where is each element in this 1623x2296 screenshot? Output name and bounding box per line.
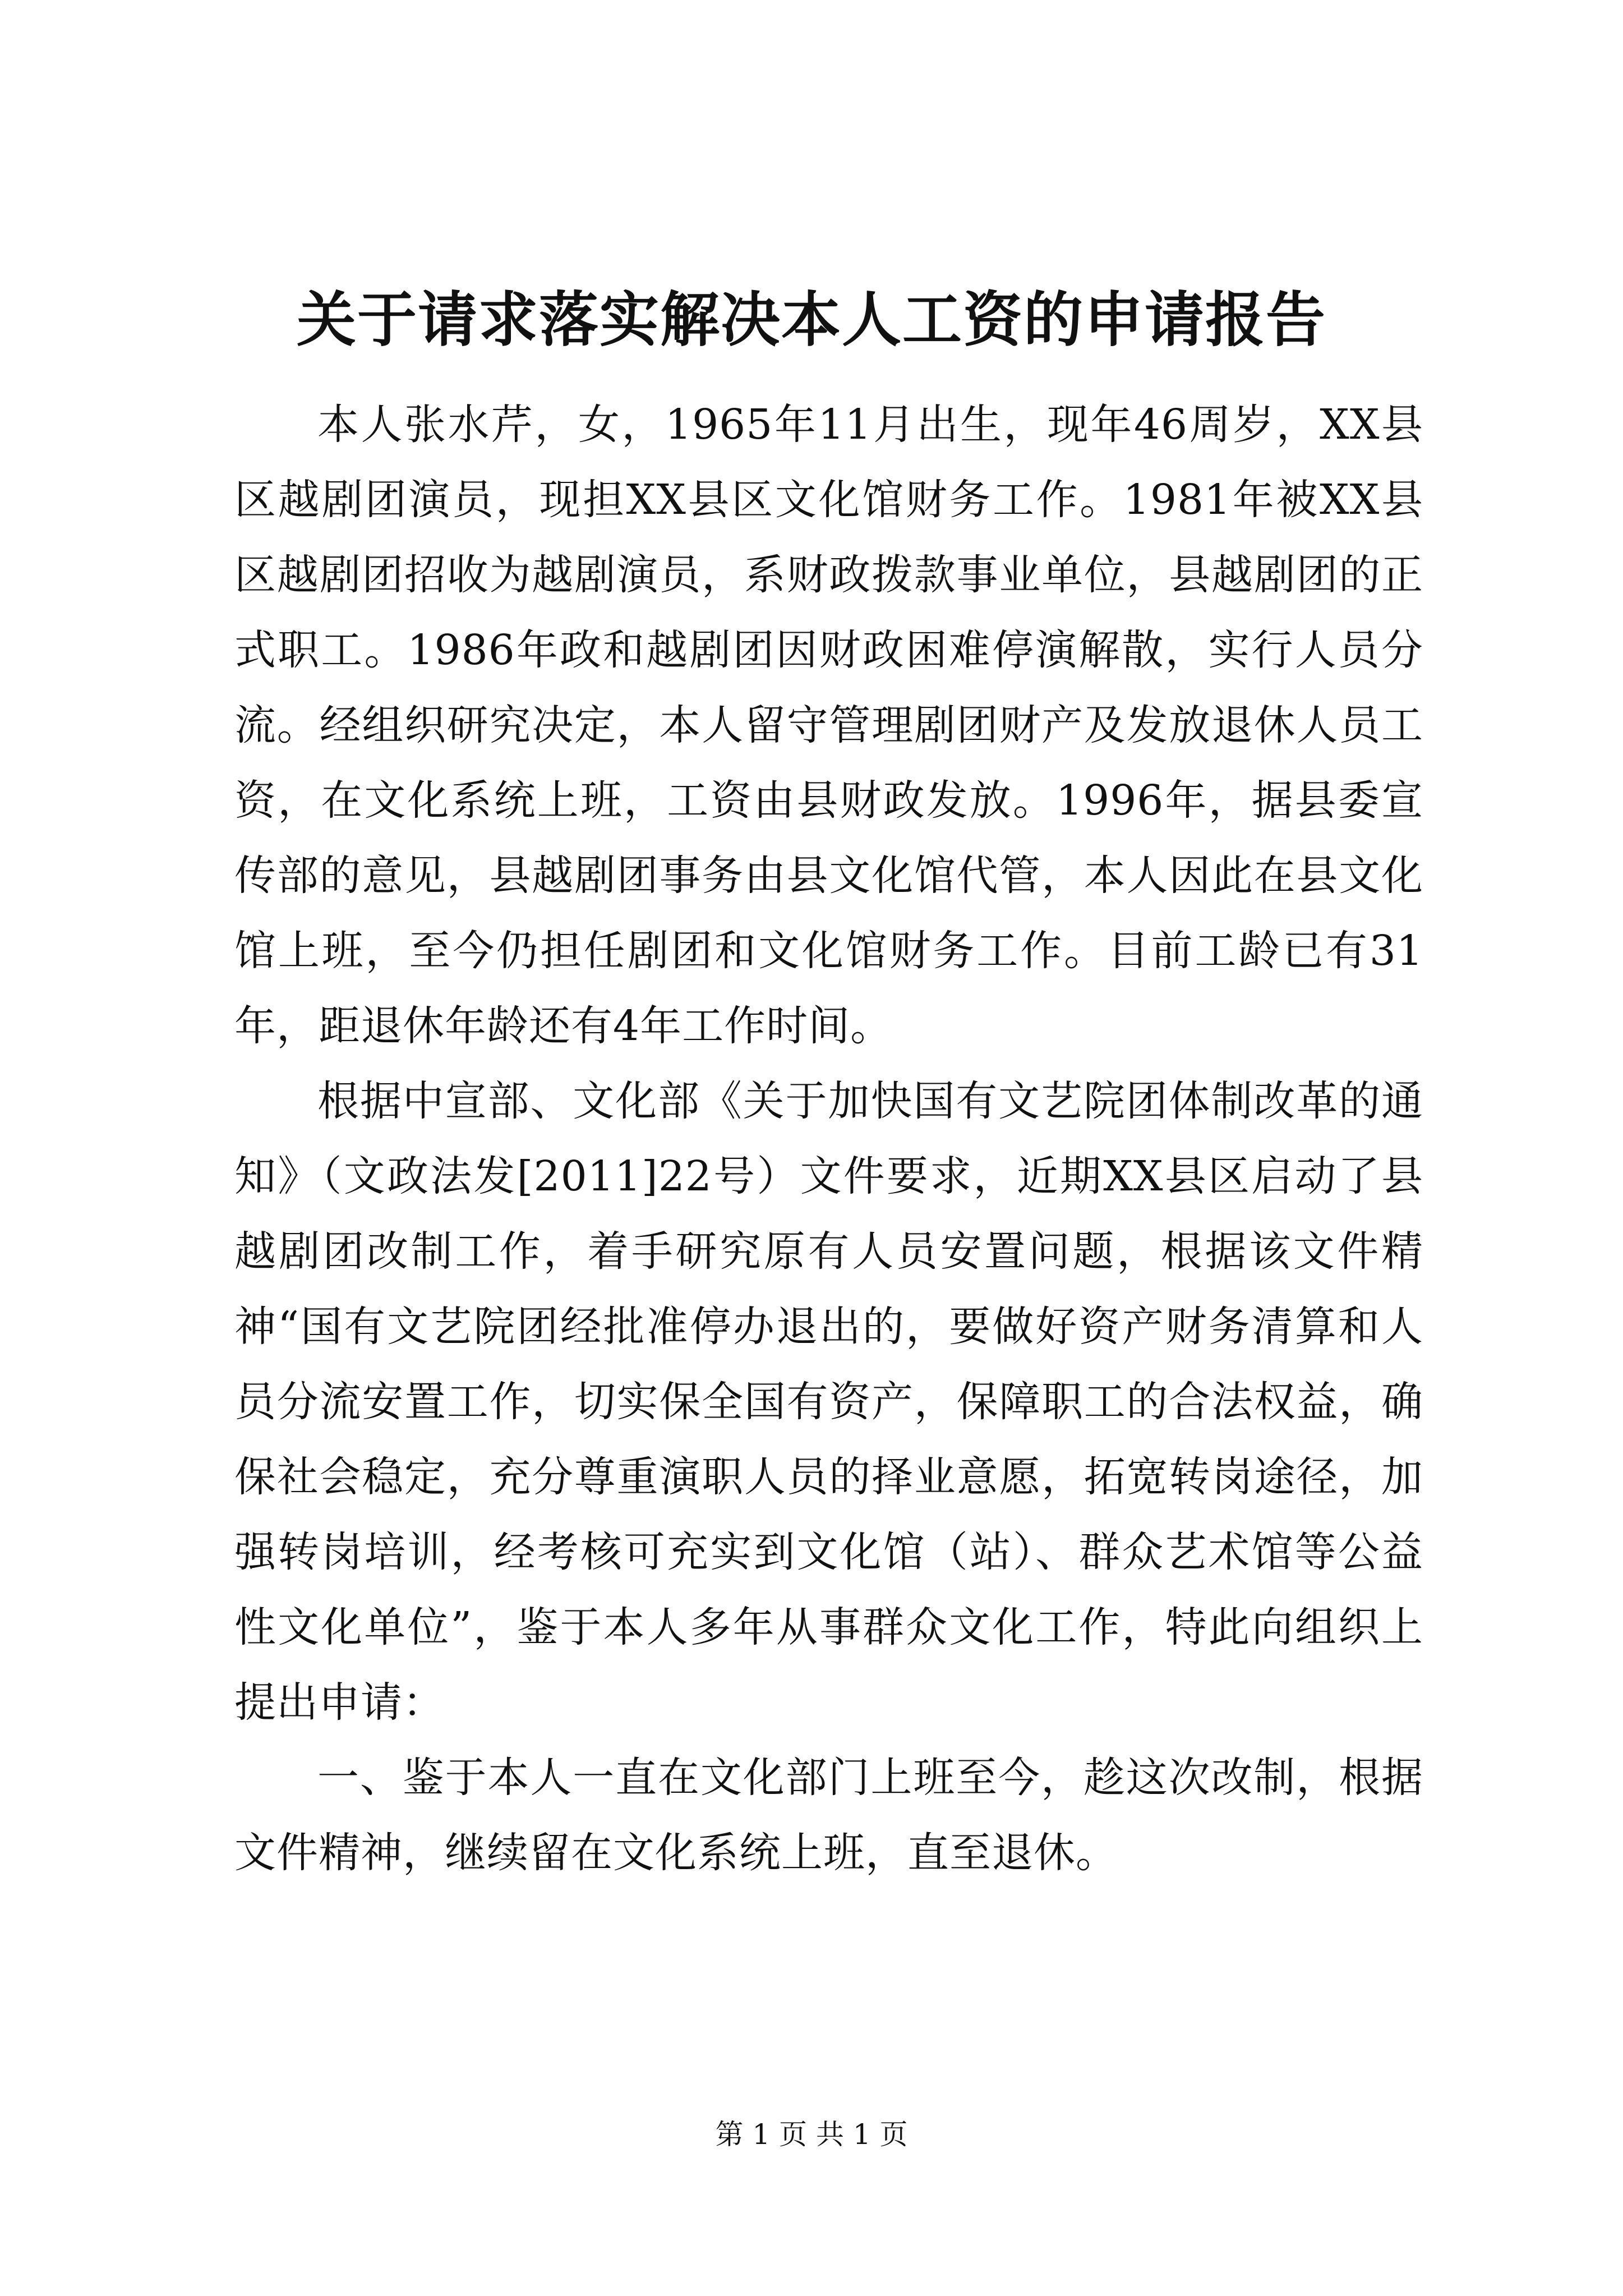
paragraph-1: 本人张水芹，女，1965年11月出生，现年46周岁，XX县区越剧团演员，现担XX县区文化馆财务工作。1981年被XX县区越剧团招收为越剧演员，系财政拨款事业单位，县越剧团的正式职工。1986年政和越剧团因财政困难停演解散，实行人员分流。经组织研究决定，本人留守管理剧团财产及发放退休人员工资，在文化系统上班，工资由县财政发放。1996年，据县委宣传部的意见，县越剧团事务由县文化馆代管，本人因此在县文化馆上班，至今仍担任剧团和文化馆财务工作。目前工龄已有31年，距退休年龄还有4年工作时间。 <box>234 401 1423 1050</box>
paragraph-2: 根据中宣部、文化部《关于加快国有文艺院团体制改革的通知》（文政法发[2011]22号）文件要求，近期XX县区启动了县越剧团改制工作，着手研究原有人员安置问题，根据该文件精神“国有文艺院团经批准停办退出的，要做好资产财务清算和人员分流安置工作，切实保全国有资产，保障职工的合法权益，确保社会稳定，充分尊重演职人员的择业意愿，拓宽转岗途径，加强转岗培训，经考核可充实到文化馆（站）、群众艺术馆等公益性文化单位”，鉴于本人多年从事群众文化工作，特此向组织上提出申请： <box>234 1077 1423 1727</box>
paragraph-3: 一、鉴于本人一直在文化部门上班至今，趁这次改制，根据文件精神，继续留在文化系统上班，直至退休。 <box>234 1754 1423 1877</box>
page-number-footer: 第 1 页 共 1 页 <box>715 2118 908 2151</box>
document-body <box>234 387 1423 1890</box>
page-title: 关于请求落实解决本人工资的申请报告 <box>297 284 1326 355</box>
